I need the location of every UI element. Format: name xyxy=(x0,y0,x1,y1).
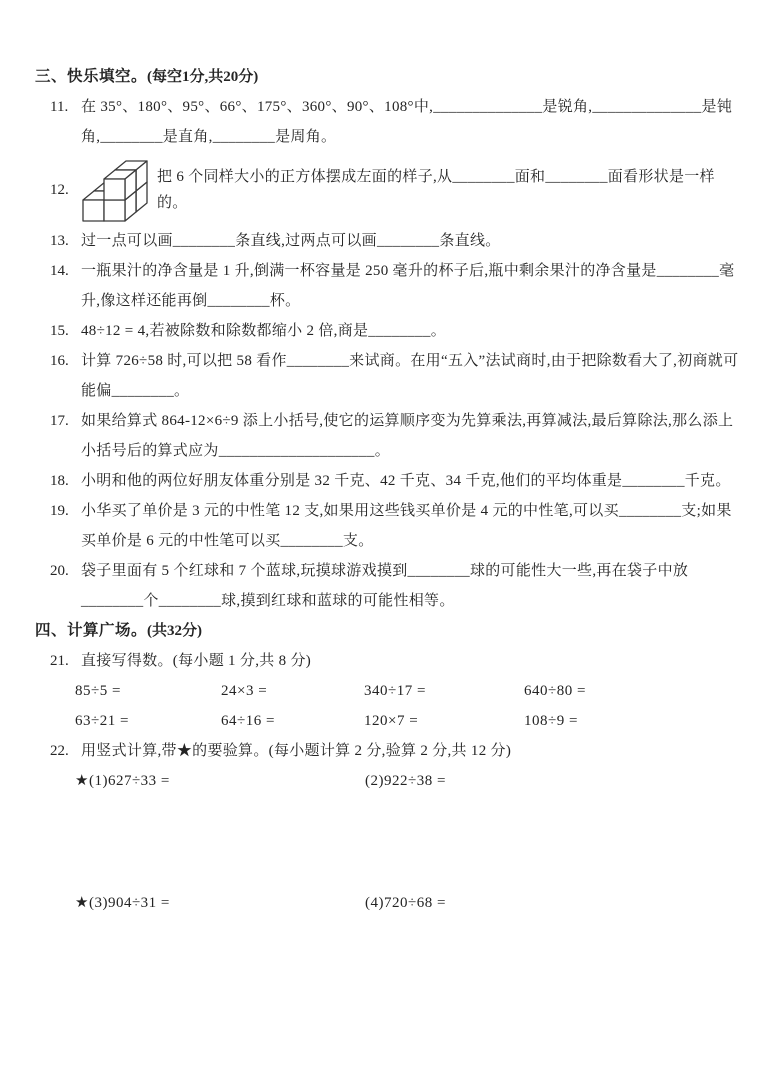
question-text: 如果给算式 864-12×6÷9 添上小括号,使它的运算顺序变为先算乘法,再算减法,最后算除法,那么添上小括号后的算式应为____________________。 xyxy=(81,413,734,459)
section-calc-title: 四、计算广场。 xyxy=(35,622,148,639)
cubes-figure xyxy=(81,156,149,224)
question-19 xyxy=(50,496,745,556)
question-11 xyxy=(50,92,745,152)
question-15 xyxy=(50,316,745,346)
question-number: 11. xyxy=(50,99,69,115)
vertical-calc-grid xyxy=(75,766,745,918)
question-text: 用竖式计算,带★的要验算。(每小题计算 2 分,验算 2 分,共 12 分) xyxy=(81,743,512,759)
question-number: 18. xyxy=(50,473,69,489)
question-text: 袋子里面有 5 个红球和 7 个蓝球,玩摸球游戏摸到________球的可能性大一些,再在袋子中放________个________球,摸到红球和蓝球的可能性相等。 xyxy=(81,563,689,609)
section-calc-header xyxy=(35,616,745,646)
question-text: 计算 726÷58 时,可以把 58 看作________来试商。在用“五入”法试商时,由于把除数看大了,初商就可能偏________。 xyxy=(81,353,739,399)
question-number: 21. xyxy=(50,653,69,669)
question-text: 小明和他的两位好朋友体重分别是 32 千克、42 千克、34 千克,他们的平均体重是________千克。 xyxy=(81,473,731,489)
question-text: 一瓶果汁的净含量是 1 升,倒满一杯容量是 250 毫升的杯子后,瓶中剩余果汁的净含量是________毫升,像这样还能再倒________杯。 xyxy=(81,263,735,309)
expression: 63÷21 = xyxy=(75,713,129,729)
question-13 xyxy=(50,226,745,256)
question-number: 19. xyxy=(50,503,69,519)
vertical-calc-item: (4)720÷68 = xyxy=(365,895,446,911)
question-text: 把 6 个同样大小的正方体摆成左面的样子,从________面和________面看形状是一样的。 xyxy=(157,169,715,211)
question-17 xyxy=(50,406,745,466)
question-number: 14. xyxy=(50,263,69,279)
question-number: 13. xyxy=(50,233,69,249)
question-text: 48÷12 = 4,若被除数和除数都缩小 2 倍,商是________。 xyxy=(81,323,446,339)
question-14 xyxy=(50,256,745,316)
question-18 xyxy=(50,466,745,496)
question-16 xyxy=(50,346,745,406)
question-21 xyxy=(50,646,745,676)
question-text: 在 35°、180°、95°、66°、175°、360°、90°、108°中,______________是锐角,______________是钝角,________是直角,________是周角。 xyxy=(81,99,733,145)
section-fill-header xyxy=(35,62,745,92)
section-fill-note: (每空1分,共20分) xyxy=(147,69,259,85)
question-number: 16. xyxy=(50,353,69,369)
expression: 120×7 = xyxy=(364,713,419,729)
mental-math-grid xyxy=(75,676,745,736)
expression: 640÷80 = xyxy=(524,683,586,699)
expression: 24×3 = xyxy=(221,683,268,699)
question-number: 17. xyxy=(50,413,69,429)
vertical-calc-item: (2)922÷38 = xyxy=(365,773,446,789)
expression: 108÷9 = xyxy=(524,713,578,729)
question-text: 直接写得数。(每小题 1 分,共 8 分) xyxy=(81,653,312,669)
question-text: 小华买了单价是 3 元的中性笔 12 支,如果用这些钱买单价是 4 元的中性笔,可以买________支;如果买单价是 6 元的中性笔可以买________支。 xyxy=(81,503,732,549)
question-22 xyxy=(50,736,745,766)
question-text: 过一点可以画________条直线,过两点可以画________条直线。 xyxy=(81,233,501,249)
question-20 xyxy=(50,556,745,616)
section-fill-title: 三、快乐填空。 xyxy=(35,68,148,85)
question-12 xyxy=(50,156,745,224)
expression: 340÷17 = xyxy=(364,683,426,699)
vertical-calc-item: ★(3)904÷31 = xyxy=(75,895,170,911)
question-number: 12. xyxy=(50,182,69,198)
question-number: 15. xyxy=(50,323,69,339)
question-number: 22. xyxy=(50,743,69,759)
expression: 64÷16 = xyxy=(221,713,275,729)
vertical-calc-item: ★(1)627÷33 = xyxy=(75,773,170,789)
expression: 85÷5 = xyxy=(75,683,121,699)
question-number: 20. xyxy=(50,563,69,579)
section-calc-note: (共32分) xyxy=(147,623,203,639)
